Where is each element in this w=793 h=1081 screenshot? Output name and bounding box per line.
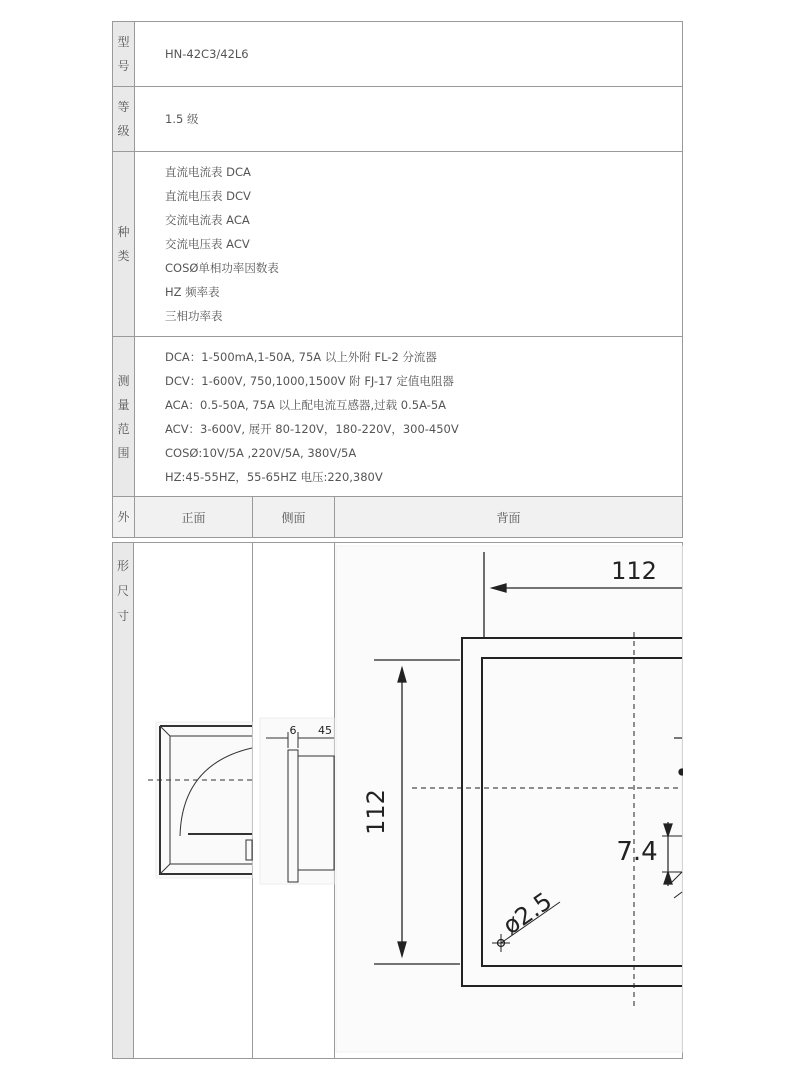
label-char: 测 [117, 373, 130, 388]
side-view-drawing [260, 718, 334, 884]
row-range [113, 337, 683, 497]
label-char: 种 [117, 225, 130, 239]
range-line: HZ:45-55HZ，55-65HZ 电压:220,380V [165, 469, 383, 484]
label-char: 外 [117, 510, 130, 524]
header-side: 侧面 [253, 497, 335, 538]
row-model [113, 22, 683, 87]
side-depth-label: 45 [318, 724, 332, 737]
kind-line: 三相功率表 [165, 309, 223, 323]
label-char: 范 [117, 421, 130, 436]
range-line: ACV：3-600V, 展开 80-120V，180-220V，300-450V [165, 421, 459, 436]
front-view-drawing [148, 722, 252, 878]
model-value: HN-42C3/42L6 [165, 47, 249, 61]
label-dimension-top [113, 497, 135, 538]
range-line: COSØ:10V/5A ,220V/5A, 380V/5A [165, 445, 357, 460]
kind-line: 交流电流表 ACA [165, 213, 250, 227]
label-char: 等 [117, 100, 130, 114]
label-char: 量 [117, 397, 130, 412]
label-kind [113, 152, 135, 337]
label-char: 级 [117, 124, 130, 138]
back-height-label: 112 [362, 789, 390, 835]
label-grade [113, 87, 135, 152]
kind-line: COSØ单相功率因数表 [165, 261, 279, 275]
range-line: DCA：1-500mA,1-50A, 75A 以上外附 FL-2 分流器 [165, 349, 437, 364]
label-char: 型 [117, 35, 130, 49]
kind-line: 直流电压表 DCV [165, 189, 251, 203]
spec-table [112, 21, 683, 538]
value-range [135, 337, 683, 497]
back-hole-label: ø2.5 [497, 886, 558, 941]
row-grade [113, 87, 683, 152]
label-range [113, 337, 135, 497]
value-kind [135, 152, 683, 337]
range-line: ACA：0.5-50A, 75A 以上配电流互感器,过载 0.5A-5A [165, 397, 447, 412]
row-kind [113, 152, 683, 337]
label-char: 寸 [116, 609, 130, 623]
kind-line: HZ 频率表 [165, 285, 220, 299]
back-width-label: 112 [611, 557, 657, 585]
label-model [113, 22, 135, 87]
range-line: DCV：1-600V, 750,1000,1500V 附 FJ-17 定值电阻器 [165, 373, 454, 388]
label-char: 号 [117, 59, 130, 73]
dimension-drawings [112, 542, 683, 1059]
header-back: 背面 [335, 497, 683, 538]
value-model [135, 22, 683, 87]
label-char: 尺 [116, 584, 130, 598]
dimension-drawing-area [112, 542, 683, 1059]
side-thickness-label: 6 [289, 724, 297, 737]
label-char: 形 [116, 559, 130, 573]
grade-value: 1.5 级 [165, 112, 199, 126]
label-char: 类 [117, 249, 130, 263]
kind-line: 交流电压表 ACV [165, 237, 250, 251]
label-char: 围 [117, 445, 130, 460]
value-grade [135, 87, 683, 152]
header-front: 正面 [135, 497, 253, 538]
row-dimension-header [113, 497, 683, 538]
kind-line: 直流电流表 DCA [165, 165, 251, 179]
back-offset-label: 7.4 [616, 837, 658, 867]
